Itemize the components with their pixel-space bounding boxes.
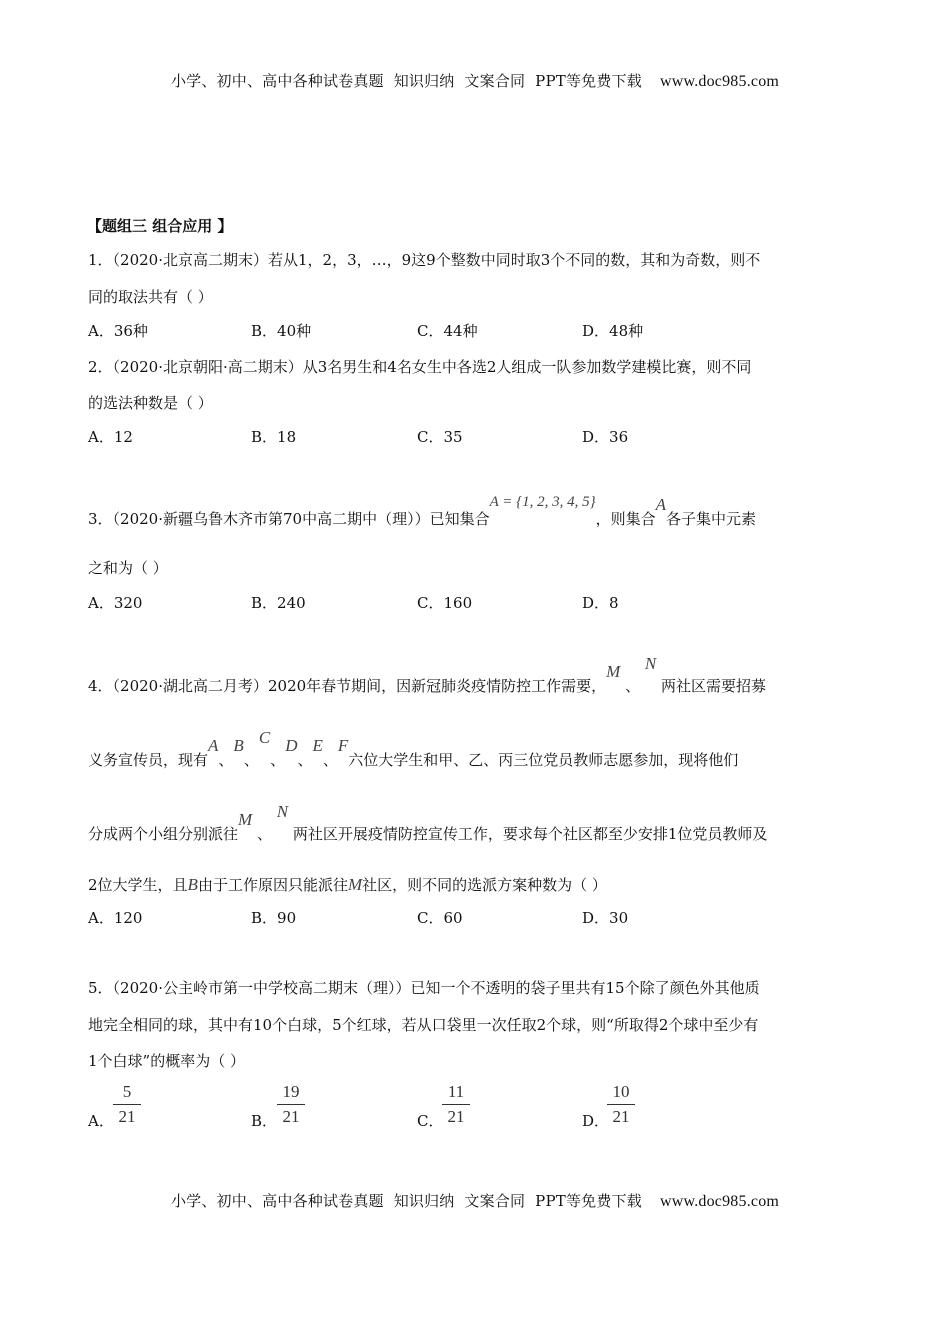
q4-sep: 、 [297,751,313,769]
q4-line4 [88,875,607,895]
fraction-denominator: 21 [118,1107,136,1126]
q3-prefix: 3．（2020·新疆乌鲁木齐市第70中高二期中（理））已知集合 [88,510,490,528]
q1-option-b: B．40种 [251,322,312,340]
fraction-denominator: 21 [612,1107,630,1126]
page-footer [0,1190,950,1211]
q3-option-d: D．8 [582,594,619,612]
q4-var-b: B [187,875,198,894]
fraction-bar [607,1104,635,1105]
q4-var-m: M [347,875,363,894]
q5-option-d-fraction [607,1082,635,1127]
q1-option-c: C．44种 [417,322,478,340]
q3-option-b: B．240 [251,594,306,612]
header-url[interactable]: www.doc985.com [659,73,780,90]
q5-option-d-label: D． [582,1112,610,1130]
q4-var-d: D [285,736,298,755]
q4-option-b: B．90 [251,909,297,927]
q2-option-a: A．12 [88,428,133,446]
q3-line1 [88,494,757,530]
q4-var-a: A [208,736,219,755]
q2-option-b: B．18 [251,428,297,446]
q4-option-d: D．30 [582,909,629,927]
q1-line1: 1．（2020·北京高二期末）若从1，2，3，…，9这9个整数中同时取3个不同的数，其和为奇数，则不 [88,251,761,269]
q1-option-a: A．36种 [88,322,148,340]
q4-l3b: 两社区开展疫情防控宣传工作，要求每个社区都至少安排1位党员教师及 [292,825,768,843]
q4-var-m: M [606,662,621,681]
q4-option-a: A．120 [88,909,143,927]
q4-sep: 、 [322,751,338,769]
q3-set-expression: A = {1, 2, 3, 4, 5} [489,494,596,510]
fraction-bar [113,1104,141,1105]
q4-line2 [88,728,739,770]
page-header [0,70,950,91]
q4-line3 [88,802,768,844]
q3-option-c: C．160 [417,594,473,612]
fraction-denominator: 21 [282,1107,300,1126]
q3-option-a: A．320 [88,594,143,612]
q4-l4a: 2位大学生，且 [88,876,188,894]
q4-var-n: N [644,654,657,673]
fraction-bar [277,1104,305,1105]
q4-line1 [88,654,767,696]
q4-l2b: 六位大学生和甲、乙、丙三位党员教师志愿参加，现将他们 [348,751,739,769]
header-text: 小学、初中、高中各种试卷真题 知识归纳 文案合同 PPT等免费下载 [170,72,642,90]
q4-var-c: C [258,728,271,747]
q2-line1: 2．（2020·北京朝阳·高二期末）从3名男生和4名女生中各选2人组成一队参加数学建模比赛，则不同 [88,358,752,376]
footer-url[interactable]: www.doc985.com [659,1193,780,1210]
q4-sep: 、 [625,677,641,695]
q5-line1: 5．（2020·公主岭市第一中学校高二期末（理））已知一个不透明的袋子里共有15个除了颜色外其他质 [88,979,760,997]
q4-var-m: M [238,810,253,829]
q1-option-d: D．48种 [582,322,644,340]
fraction-denominator: 21 [447,1107,465,1126]
q5-option-b-fraction [277,1082,305,1127]
q5-option-a-label: A． [88,1112,114,1130]
q2-line2: 的选法种数是（ ） [88,394,213,412]
fraction-numerator: 10 [612,1082,630,1101]
fraction-bar [442,1104,470,1105]
q4-var-e: E [312,736,323,755]
q4-var-b: B [233,736,244,755]
q4-sep: 、 [218,751,234,769]
q3-suffix: 各子集中元素 [666,510,757,528]
q4-option-c: C．60 [417,909,463,927]
q1-line2: 同的取法共有（ ） [88,288,213,306]
q2-option-c: C．35 [417,428,463,446]
q5-line2: 地完全相同的球，其中有10个白球，5个红球，若从口袋里一次任取2个球，则“所取得2个球中至少有 [88,1016,759,1034]
q3-var-a: A [655,495,666,514]
q5-option-a-fraction [113,1082,141,1127]
q2-option-d: D．36 [582,428,629,446]
q4-l1a: 4．（2020·湖北高二月考）2020年春节期间，因新冠肺炎疫情防控工作需要， [88,677,607,695]
q4-l4c: 社区，则不同的选派方案种数为（ ） [362,876,607,894]
q5-option-c-fraction [442,1082,470,1127]
q4-var-f: F [337,736,349,755]
q4-l3a: 分成两个小组分别派往 [88,825,239,843]
q3-mid: ，则集合 [595,510,656,528]
q4-l2a: 义务宣传员，现有 [88,751,209,769]
fraction-numerator: 5 [122,1082,132,1101]
q4-var-n: N [276,802,289,821]
q5-option-b-label: B． [251,1112,278,1130]
q4-l4b: 由于工作原因只能派往 [197,876,348,894]
fraction-numerator: 11 [447,1082,465,1101]
q5-option-c-label: C． [417,1112,444,1130]
q4-sep: 、 [243,751,259,769]
q3-line2: 之和为（ ） [88,559,168,577]
footer-text: 小学、初中、高中各种试卷真题 知识归纳 文案合同 PPT等免费下载 [170,1192,642,1210]
section-title: 【题组三 组合应用 】 [87,217,233,235]
q4-sep: 、 [256,825,272,843]
fraction-numerator: 19 [282,1082,300,1101]
q5-line3: 1个白球”的概率为（ ） [88,1052,245,1070]
q4-l1b: 两社区需要招募 [661,677,767,695]
q4-sep: 、 [270,751,286,769]
